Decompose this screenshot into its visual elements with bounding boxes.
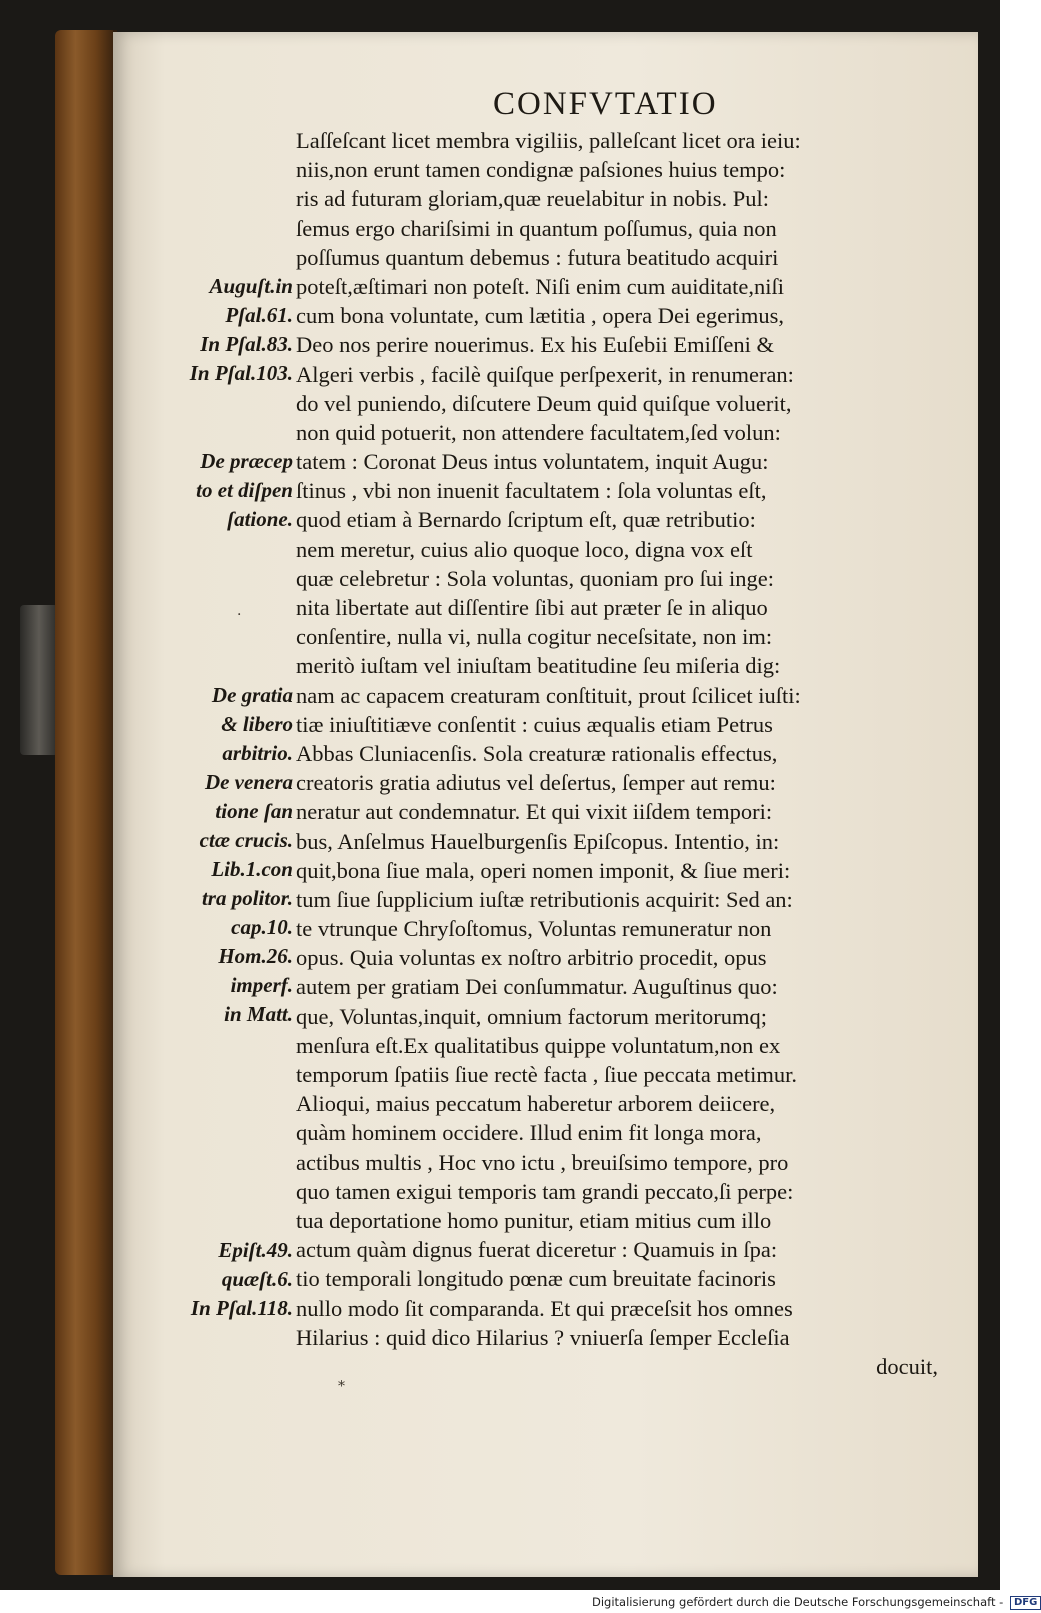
text-line: Abbas Cluniacenſis. Sola creaturæ rationalis effectus, bbox=[296, 740, 778, 766]
margin-note-line: De gratia bbox=[211, 682, 293, 707]
text-line: Hilarius : quid dico Hilarius ? vniuerſa ſemper Eccleſia bbox=[296, 1324, 790, 1350]
text-line: tio temporali longitudo pœnæ cum breuitate facinoris bbox=[296, 1266, 776, 1292]
margin-note-line: tra politor. bbox=[201, 886, 293, 911]
margin-note-line: quæſt.6. bbox=[221, 1266, 293, 1291]
text-line: actum quàm dignus fuerat diceretur : Quamuis in ſpa: bbox=[296, 1237, 778, 1263]
margin-note-line: Pſal.61. bbox=[225, 303, 293, 327]
text-line: que, Voluntas,inquit, omnium factorum meritorumq; bbox=[296, 1003, 767, 1029]
margin-note-line: arbitrio. bbox=[222, 740, 293, 765]
text-line: actibus multis , Hoc vno ictu , breuiſsimo tempore, pro bbox=[296, 1149, 789, 1175]
margin-note bbox=[145, 447, 293, 534]
text-line: poteſt,æſtimari non poteſt. Niſi enim cum auiditate,niſi bbox=[296, 273, 785, 299]
text-line: niis,non erunt tamen condignæ paſsiones huius tempo: bbox=[296, 157, 786, 183]
margin-note-line: ctæ crucis. bbox=[199, 828, 293, 853]
margin-note-line: De venera bbox=[204, 770, 293, 795]
text-line: conſentire, nulla vi, nulla cogitur neceſsitate, non im: bbox=[296, 624, 773, 650]
dfg-logo: DFG bbox=[1010, 1596, 1041, 1610]
text-line: bus, Anſelmus Hauelburgenſis Epiſcopus. Intentio, in: bbox=[296, 828, 780, 854]
text-line: nita libertate aut diſſentire ſibi aut præter ſe in aliquo bbox=[296, 595, 768, 620]
text-line: tatem : Coronat Deus intus voluntatem, inquit Augu: bbox=[296, 449, 769, 475]
text-line: nam ac capacem creaturam conſtituit, prout ſcilicet iuſti: bbox=[296, 682, 801, 708]
margin-note-line: tione ſan bbox=[215, 799, 293, 824]
book-clasp bbox=[20, 605, 58, 755]
catchword: docuit, bbox=[876, 1353, 938, 1379]
text-line: ſemus ergo chariſsimi in quantum poſſumus, quia non bbox=[296, 215, 777, 241]
text-line: autem per gratiam Dei conſummatur. Auguſtinus quo: bbox=[296, 974, 778, 1000]
ink-speck: · bbox=[237, 607, 242, 623]
text-line: meritò iuſtam vel iniuſtam beatitudine ſeu miſeria dig: bbox=[296, 653, 781, 679]
margin-note-line: Auguſt.in bbox=[209, 274, 293, 298]
margin-note bbox=[145, 768, 293, 1029]
margin-note-line: imperf. bbox=[230, 973, 293, 998]
text-line: opus. Quia voluntas ex noſtro arbitrio procedit, opus bbox=[296, 945, 767, 971]
text-line: quit,bona ſiue mala, operi nomen imponit, & ſiue meri: bbox=[296, 857, 791, 883]
text-line: nullo modo ſit comparanda. Et qui præceſsit hos omnes bbox=[296, 1295, 793, 1321]
margin-note-line: ſatione. bbox=[227, 507, 293, 532]
text-line: poſſumus quantum debemus : futura beatitudo acquiri bbox=[296, 244, 779, 270]
margin-note-line: Epiſt.49. bbox=[218, 1237, 293, 1262]
text-line: tum ſiue ſupplicium iuſtæ retributionis acquirit: Sed an: bbox=[296, 886, 793, 912]
margin-note-line: in Matt. bbox=[224, 1002, 293, 1027]
text-line: creatoris gratia adiutus vel deſertus, ſemper aut remu: bbox=[296, 770, 776, 796]
body-text bbox=[296, 126, 938, 1381]
margin-note-line: & libero bbox=[221, 711, 293, 736]
text-line: ſtinus , vbi non inuenit facultatem : ſola voluntas eſt, bbox=[296, 478, 767, 504]
text-line: ris ad futuram gloriam,quæ reuelabitur in nobis. Pul: bbox=[296, 186, 770, 212]
margin-note-line: Lib.1.con bbox=[211, 857, 293, 882]
margin-note-line: In Pſal.103. bbox=[189, 361, 293, 385]
text-line: nem meretur, cuius alio quoque loco, digna vox eſt bbox=[296, 536, 753, 562]
margin-note-line: In Pſal.118. bbox=[190, 1295, 293, 1320]
margin-note-line: De præcep bbox=[200, 449, 293, 474]
text-line: quàm hominem occidere. Illud enim fit longa mora, bbox=[296, 1120, 762, 1146]
footer-credit bbox=[592, 1595, 1038, 1613]
text-line: temporum ſpatiis ſiue rectè facta , ſiue peccata metimur. bbox=[296, 1062, 798, 1087]
text-line: tiæ iniuſtitiæve conſentit : cuius æqualis etiam Petrus bbox=[296, 711, 773, 737]
page-header: CONFVTATIO bbox=[493, 86, 718, 122]
margin-note-line: Hom.26. bbox=[218, 944, 293, 969]
footer-text: Digitalisierung gefördert durch die Deutsche Forschungsgemeinschaft - bbox=[592, 1595, 1004, 1609]
text-line: te vtrunque Chryſoſtomus, Voluntas remuneratur non bbox=[296, 916, 772, 942]
text-line: quo tamen exigui temporis tam grandi peccato,ſi perpe: bbox=[296, 1178, 794, 1204]
book-spine-edge bbox=[55, 30, 113, 1575]
text-line: quæ celebretur : Sola voluntas, quoniam pro ſui inge: bbox=[296, 565, 775, 591]
text-line: menſura eſt.Ex qualitatibus quippe voluntatum,non ex bbox=[296, 1032, 781, 1058]
margin-note-line: to et diſpen bbox=[196, 478, 293, 503]
margin-note bbox=[145, 681, 293, 768]
text-line: Laſſeſcant licet membra vigiliis, palleſcant licet ora ieiu: bbox=[296, 128, 801, 153]
margin-note-line: In Pſal.83. bbox=[200, 332, 293, 356]
ink-speck: ⁎ bbox=[338, 1374, 345, 1390]
text-line: quod etiam à Bernardo ſcriptum eſt, quæ retributio: bbox=[296, 507, 756, 533]
text-line: neratur aut condemnatur. Et qui vixit iiſdem tempori: bbox=[296, 799, 773, 825]
text-line: Deo nos perire nouerimus. Ex his Euſebii Emiſſeni & bbox=[296, 332, 775, 358]
margin-note bbox=[145, 272, 293, 388]
text-line: tua deportatione homo punitur, etiam mitius cum illo bbox=[296, 1207, 772, 1233]
text-line: do vel puniendo, diſcutere Deum quid quiſque voluerit, bbox=[296, 390, 792, 416]
margin-note bbox=[145, 1236, 293, 1323]
text-line: Algeri verbis , facilè quiſque perſpexerit, in renumeran: bbox=[296, 361, 794, 387]
margin-note-line: cap.10. bbox=[231, 915, 293, 940]
text-line: Alioqui, maius peccatum haberetur arborem deiicere, bbox=[296, 1091, 776, 1117]
text-line: non quid potuerit, non attendere facultatem,ſed volun: bbox=[296, 419, 781, 445]
text-line: cum bona voluntate, cum lætitia , opera Dei egerimus, bbox=[296, 303, 784, 329]
